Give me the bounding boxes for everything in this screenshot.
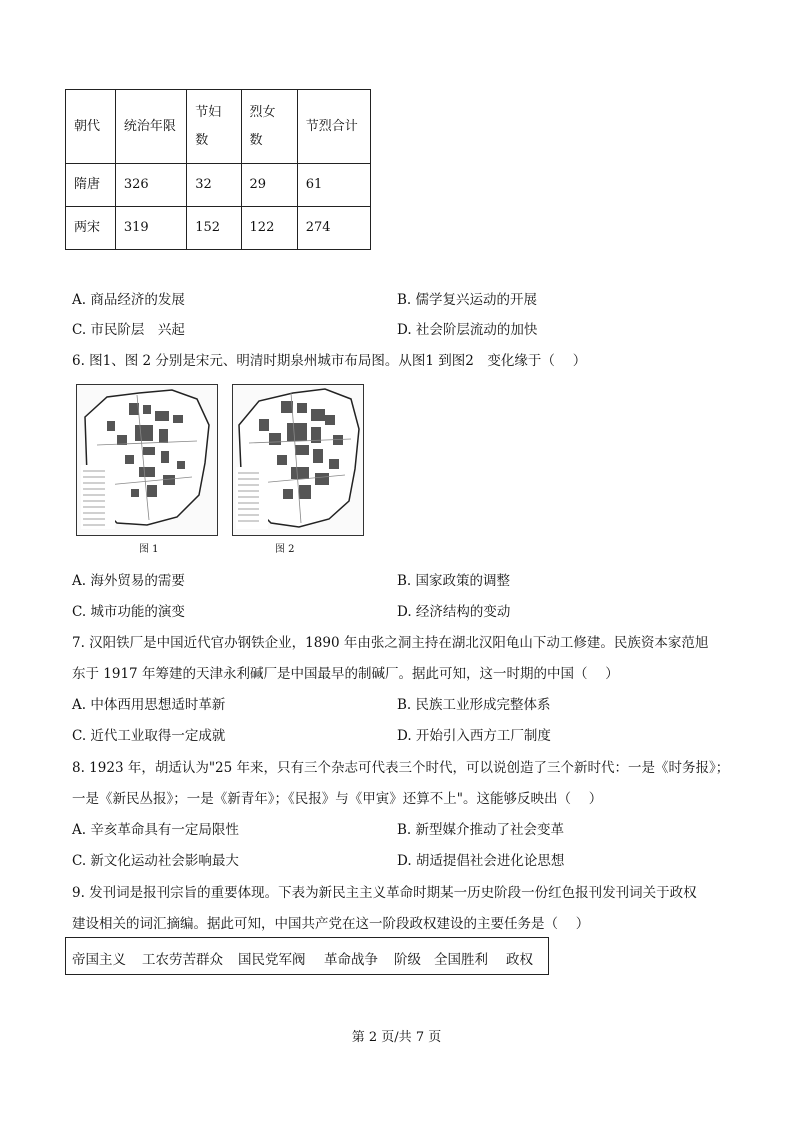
q8-option-a: A. 辛亥革命具有一定局限性 xyxy=(72,822,239,838)
q9-stem-line1: 9. 发刊词是报刊宗旨的重要体现。下表为新民主主义革命时期某一历史阶段一份红色报刊发刊词关于政权 xyxy=(72,885,697,901)
q5-option-b: B. 儒学复兴运动的开展 xyxy=(397,292,538,308)
table-cell: 152 xyxy=(187,207,241,250)
q7-option-b: B. 民族工业形成完整体系 xyxy=(397,697,551,713)
table-cell: 122 xyxy=(241,207,297,250)
table-cell: 274 xyxy=(297,207,370,250)
q6-stem: 6. 图1、图 2 分别是宋元、明清时期泉州城市布局图。从图1 到图2 变化缘于（ ） xyxy=(72,353,587,369)
page-footer: 第 2 页/共 7 页 xyxy=(351,1030,442,1045)
q8-option-d: D. 胡适提倡社会进化论思想 xyxy=(397,853,565,869)
q7-option-c: C. 近代工业取得一定成就 xyxy=(72,728,226,744)
q7-stem-line1: 7. 汉阳铁厂是中国近代官办钢铁企业，1890 年由张之洞主持在湖北汉阳龟山下动工修建。民族资本家范旭 xyxy=(72,635,709,651)
header-cell: 节妇 数 xyxy=(187,90,241,164)
q6-option-d: D. 经济结构的变动 xyxy=(397,604,511,620)
header-cell: 统治年限 xyxy=(115,90,186,164)
keyword-box xyxy=(65,937,549,975)
table-cell: 61 xyxy=(297,164,370,207)
q8-option-c: C. 新文化运动社会影响最大 xyxy=(72,853,239,869)
table-cell: 326 xyxy=(115,164,186,207)
q7-option-a: A. 中体西用思想适时革新 xyxy=(72,697,226,713)
q8-stem-line2: 一是《新民丛报》；一是《新青年》；《民报》与《甲寅》还算不上"。这能够反映出（ ） xyxy=(72,791,603,807)
header-cell: 朝代 xyxy=(66,90,116,164)
keyword: 全国胜利 xyxy=(434,952,488,968)
figure-2-caption: 图 2 xyxy=(275,544,295,555)
q8-stem-line1: 8. 1923 年，胡适认为"25 年来，只有三个杂志可代表三个时代，可以说创造了三个新时代：一是《时务报》； xyxy=(72,760,730,776)
q6-option-c: C. 城市功能的演变 xyxy=(72,604,185,620)
keyword: 帝国主义 xyxy=(72,952,126,968)
q5-option-a: A. 商品经济的发展 xyxy=(72,292,185,308)
city-map-2-image xyxy=(233,385,363,535)
keyword: 政权 xyxy=(506,952,533,968)
table-header-row xyxy=(66,90,371,164)
q6-option-b: B. 国家政策的调整 xyxy=(397,573,511,589)
table-cell: 隋唐 xyxy=(66,164,116,207)
keyword: 国民党军阀 xyxy=(238,952,306,968)
map-figure-2 xyxy=(232,384,364,536)
q5-option-d: D. 社会阶层流动的加快 xyxy=(397,322,538,338)
city-map-1-image xyxy=(77,385,217,535)
table-row xyxy=(66,207,371,250)
q7-stem-line2: 东于 1917 年筹建的天津永利碱厂是中国最早的制碱厂。据此可知，这一时期的中国（ ） xyxy=(72,666,619,682)
keyword: 工农劳苦群众 xyxy=(142,952,223,968)
q9-stem-line2: 建设相关的词汇摘编。据此可知，中国共产党在这一阶段政权建设的主要任务是（ ） xyxy=(72,916,590,932)
keyword: 阶级 xyxy=(394,952,421,968)
q5-option-c: C. 市民阶层 兴起 xyxy=(72,322,185,338)
table-cell: 319 xyxy=(115,207,186,250)
table-row xyxy=(66,164,371,207)
table-cell: 29 xyxy=(241,164,297,207)
q8-option-b: B. 新型媒介推动了社会变革 xyxy=(397,822,565,838)
map-figure-1 xyxy=(76,384,218,536)
keyword: 革命战争 xyxy=(324,952,378,968)
q7-option-d: D. 开始引入西方工厂制度 xyxy=(397,728,551,744)
table-cell: 两宋 xyxy=(66,207,116,250)
figure-1-caption: 图 1 xyxy=(139,544,159,555)
statistics-table xyxy=(65,89,371,250)
header-cell: 烈女 数 xyxy=(241,90,297,164)
header-cell: 节烈合计 xyxy=(297,90,370,164)
table-cell: 32 xyxy=(187,164,241,207)
q6-option-a: A. 海外贸易的需要 xyxy=(72,573,185,589)
